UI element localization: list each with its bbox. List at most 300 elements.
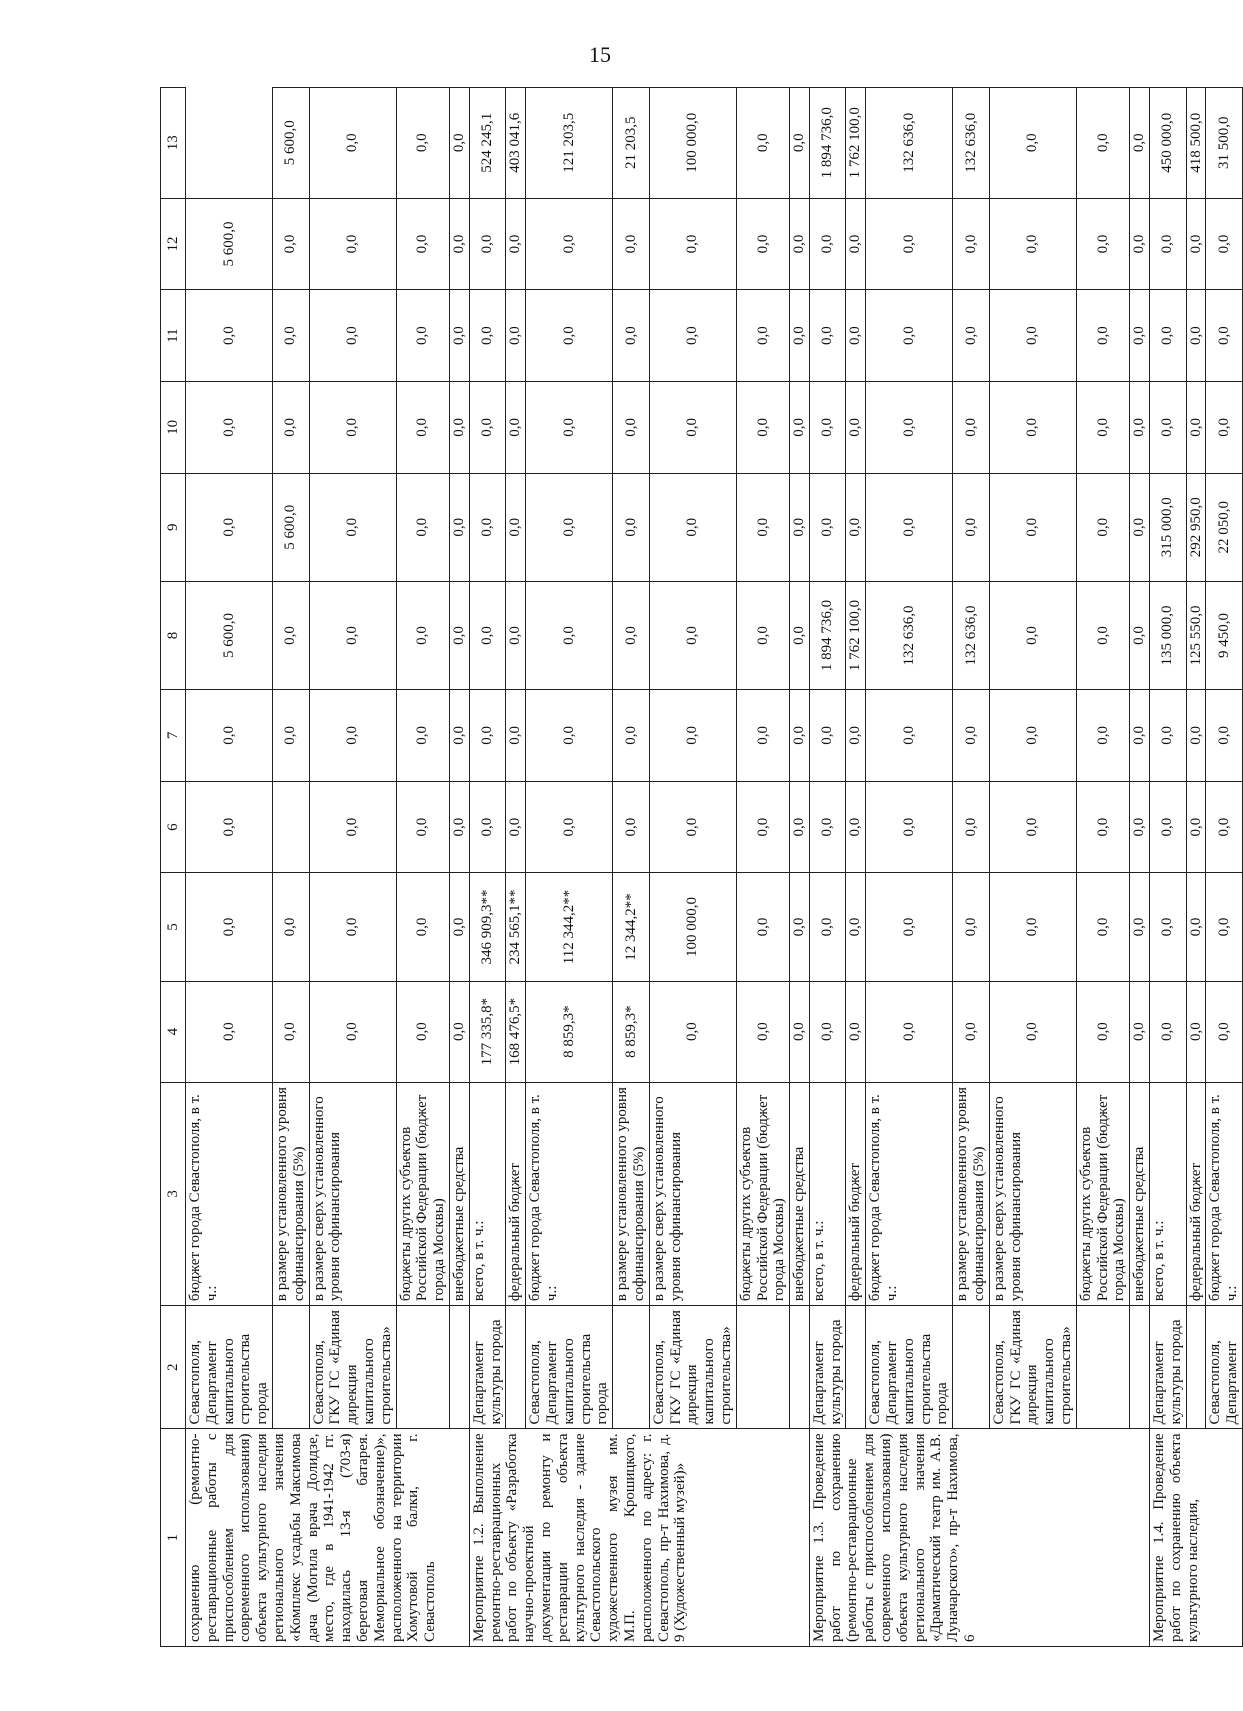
funding-source-cell: в размере установленного уровня софинансирования (5%) — [272, 1082, 309, 1305]
value-cell: 0,0 — [469, 690, 506, 782]
value-cell: 315 000,0 — [1150, 473, 1187, 581]
value-cell: 0,0 — [736, 690, 789, 782]
value-cell: 0,0 — [649, 781, 736, 873]
funding-source-cell: федеральный бюджет — [506, 1082, 526, 1305]
value-cell: 125 550,0 — [1186, 581, 1206, 689]
value-cell: 0,0 — [866, 290, 953, 382]
value-cell: 0,0 — [649, 290, 736, 382]
value-cell: 0,0 — [526, 581, 613, 689]
value-cell: 0,0 — [1130, 873, 1150, 981]
value-cell: 0,0 — [613, 690, 650, 782]
value-cell: 0,0 — [790, 690, 810, 782]
value-cell: 0,0 — [1130, 88, 1150, 199]
value-cell: 0,0 — [1130, 581, 1150, 689]
table-row — [846, 88, 866, 1647]
executor-cell: Севастополя, Департамент капитального строительства города — [866, 1306, 953, 1429]
column-header: 8 — [161, 581, 186, 689]
value-cell: 0,0 — [866, 981, 953, 1082]
value-cell: 0,0 — [449, 382, 469, 474]
value-cell: 0,0 — [1206, 198, 1243, 290]
table-row — [186, 88, 273, 1647]
column-header: 4 — [161, 981, 186, 1082]
value-cell: 0,0 — [186, 382, 273, 474]
value-cell: 0,0 — [1130, 781, 1150, 873]
funding-source-cell: внебюджетные средства — [790, 1082, 810, 1305]
table-row — [506, 88, 526, 1647]
value-cell: 100 000,0 — [649, 88, 736, 199]
value-cell: 0,0 — [1186, 290, 1206, 382]
funding-source-cell: федеральный бюджет — [1186, 1082, 1206, 1305]
value-cell: 0,0 — [649, 581, 736, 689]
value-cell: 0,0 — [866, 690, 953, 782]
value-cell: 0,0 — [1186, 690, 1206, 782]
value-cell: 0,0 — [1130, 690, 1150, 782]
value-cell: 0,0 — [846, 473, 866, 581]
value-cell: 0,0 — [449, 290, 469, 382]
executor-cell — [1186, 1306, 1206, 1429]
value-cell: 0,0 — [1206, 873, 1243, 981]
table-row — [649, 88, 736, 1647]
value-cell: 418 500,0 — [1186, 88, 1206, 199]
value-cell: 0,0 — [866, 473, 953, 581]
funding-table — [160, 87, 1243, 1647]
column-header: 2 — [161, 1306, 186, 1429]
executor-cell: Севастополя, ГКУ ГС «Единая дирекция капитального строительства» — [309, 1306, 396, 1429]
executor-cell: Департамент культуры города — [469, 1306, 506, 1429]
value-cell: 450 000,0 — [1150, 88, 1187, 199]
value-cell: 0,0 — [309, 382, 396, 474]
value-cell: 0,0 — [1076, 290, 1129, 382]
value-cell: 0,0 — [736, 290, 789, 382]
value-cell: 0,0 — [989, 88, 1076, 199]
value-cell: 0,0 — [953, 290, 990, 382]
value-cell: 0,0 — [469, 473, 506, 581]
value-cell: 0,0 — [989, 690, 1076, 782]
funding-source-cell: федеральный бюджет — [846, 1082, 866, 1305]
value-cell: 0,0 — [649, 198, 736, 290]
event-description: Мероприятие 1.3. Проведение работ по сохранению (ремонтно-реставрационные работы с приспособлением для современного использования) объекта культурного наследия регионального значения «Драматический театр им. А.В. Луначарского», пр-т Нахимова, 6 — [809, 1429, 1149, 1647]
table-row — [272, 88, 309, 1647]
value-cell: 0,0 — [790, 88, 810, 199]
table-row — [1130, 88, 1150, 1647]
value-cell: 0,0 — [272, 198, 309, 290]
value-cell: 0,0 — [526, 198, 613, 290]
value-cell: 0,0 — [736, 873, 789, 981]
value-cell: 0,0 — [790, 781, 810, 873]
value-cell: 0,0 — [309, 88, 396, 199]
executor-cell — [953, 1306, 990, 1429]
value-cell: 0,0 — [1130, 198, 1150, 290]
value-cell: 0,0 — [790, 473, 810, 581]
value-cell: 5 600,0 — [272, 473, 309, 581]
value-cell: 0,0 — [736, 581, 789, 689]
value-cell: 0,0 — [989, 781, 1076, 873]
value-cell: 0,0 — [649, 382, 736, 474]
value-cell: 0,0 — [809, 873, 846, 981]
column-header: 12 — [161, 198, 186, 290]
value-cell: 0,0 — [1206, 690, 1243, 782]
value-cell: 0,0 — [1186, 382, 1206, 474]
value-cell: 0,0 — [846, 873, 866, 981]
table-row — [989, 88, 1076, 1647]
column-header: 9 — [161, 473, 186, 581]
value-cell: 0,0 — [449, 198, 469, 290]
value-cell: 0,0 — [989, 473, 1076, 581]
value-cell: 0,0 — [790, 198, 810, 290]
value-cell: 0,0 — [953, 981, 990, 1082]
value-cell: 0,0 — [309, 781, 396, 873]
table-row — [309, 88, 396, 1647]
value-cell: 121 203,5 — [526, 88, 613, 199]
value-cell: 0,0 — [1076, 781, 1129, 873]
value-cell: 0,0 — [866, 873, 953, 981]
value-cell: 21 203,5 — [613, 88, 650, 199]
value-cell: 132 636,0 — [866, 88, 953, 199]
value-cell: 0,0 — [736, 198, 789, 290]
table-row — [736, 88, 789, 1647]
value-cell: 0,0 — [1186, 781, 1206, 873]
value-cell: 0,0 — [506, 290, 526, 382]
value-cell: 168 476,5* — [506, 981, 526, 1082]
value-cell: 0,0 — [790, 581, 810, 689]
value-cell: 0,0 — [506, 781, 526, 873]
column-header: 11 — [161, 290, 186, 382]
value-cell: 0,0 — [790, 290, 810, 382]
value-cell: 12 344,2** — [613, 873, 650, 981]
value-cell: 0,0 — [396, 581, 449, 689]
column-header: 6 — [161, 781, 186, 873]
value-cell: 0,0 — [186, 781, 273, 873]
executor-cell: Департамент культуры города — [1150, 1306, 1187, 1429]
value-cell: 0,0 — [526, 290, 613, 382]
value-cell: 0,0 — [186, 873, 273, 981]
value-cell: 0,0 — [613, 382, 650, 474]
value-cell: 234 565,1** — [506, 873, 526, 981]
executor-cell — [846, 1306, 866, 1429]
executor-cell: Севастополя, ГКУ ГС «Единая дирекция капитального строительства» — [649, 1306, 736, 1429]
value-cell: 0,0 — [1150, 981, 1187, 1082]
value-cell: 0,0 — [866, 382, 953, 474]
funding-source-cell: в размере сверх установленного уровня софинансирования — [309, 1082, 396, 1305]
value-cell: 0,0 — [989, 290, 1076, 382]
value-cell: 0,0 — [1206, 290, 1243, 382]
column-header: 7 — [161, 690, 186, 782]
value-cell: 0,0 — [506, 382, 526, 474]
value-cell: 0,0 — [469, 290, 506, 382]
value-cell: 0,0 — [989, 581, 1076, 689]
value-cell: 0,0 — [526, 690, 613, 782]
value-cell: 0,0 — [506, 198, 526, 290]
executor-cell — [613, 1306, 650, 1429]
executor-cell — [736, 1306, 789, 1429]
value-cell: 0,0 — [953, 690, 990, 782]
executor-cell — [790, 1306, 810, 1429]
value-cell: 0,0 — [449, 981, 469, 1082]
value-cell: 0,0 — [613, 290, 650, 382]
funding-source-cell: бюджеты других субъектов Российской Федерации (бюджет города Москвы) — [736, 1082, 789, 1305]
value-cell: 132 636,0 — [953, 581, 990, 689]
value-cell: 0,0 — [309, 473, 396, 581]
value-cell: 0,0 — [809, 981, 846, 1082]
value-cell: 100 000,0 — [649, 873, 736, 981]
value-cell: 0,0 — [1150, 198, 1187, 290]
value-cell: 403 041,6 — [506, 88, 526, 199]
value-cell: 0,0 — [1130, 473, 1150, 581]
value-cell: 0,0 — [449, 690, 469, 782]
value-cell: 0,0 — [1186, 198, 1206, 290]
table-row — [1186, 88, 1206, 1647]
value-cell: 0,0 — [846, 690, 866, 782]
funding-source-cell: всего, в т. ч.: — [469, 1082, 506, 1305]
value-cell: 0,0 — [469, 382, 506, 474]
executor-cell: Департамент культуры города — [809, 1306, 846, 1429]
executor-cell: Севастополя, Департамент капитального строительства города — [186, 1306, 273, 1429]
value-cell: 0,0 — [469, 581, 506, 689]
table-header-row — [161, 88, 186, 1647]
value-cell: 0,0 — [1076, 88, 1129, 199]
value-cell: 0,0 — [649, 981, 736, 1082]
value-cell: 0,0 — [506, 690, 526, 782]
table-row — [790, 88, 810, 1647]
page-number: 15 — [589, 42, 611, 67]
value-cell: 0,0 — [1150, 873, 1187, 981]
value-cell: 8 859,3* — [613, 981, 650, 1082]
column-header: 3 — [161, 1082, 186, 1305]
value-cell: 177 335,8* — [469, 981, 506, 1082]
value-cell: 135 000,0 — [1150, 581, 1187, 689]
table-row — [613, 88, 650, 1647]
value-cell: 0,0 — [396, 473, 449, 581]
value-cell: 0,0 — [186, 690, 273, 782]
value-cell: 0,0 — [506, 473, 526, 581]
funding-source-cell: всего, в т. ч.: — [809, 1082, 846, 1305]
value-cell: 0,0 — [449, 473, 469, 581]
funding-source-cell: всего, в т. ч.: — [1150, 1082, 1187, 1305]
value-cell: 0,0 — [846, 382, 866, 474]
value-cell: 0,0 — [396, 88, 449, 199]
value-cell: 0,0 — [272, 290, 309, 382]
table-row — [526, 88, 613, 1647]
value-cell: 0,0 — [449, 781, 469, 873]
value-cell: 0,0 — [396, 198, 449, 290]
value-cell: 1 894 736,0 — [809, 88, 846, 199]
value-cell: 0,0 — [1150, 781, 1187, 873]
value-cell: 0,0 — [989, 198, 1076, 290]
value-cell: 0,0 — [866, 198, 953, 290]
funding-source-cell: бюджеты других субъектов Российской Федерации (бюджет города Москвы) — [1076, 1082, 1129, 1305]
value-cell: 0,0 — [989, 382, 1076, 474]
value-cell: 0,0 — [613, 781, 650, 873]
table-row — [809, 88, 846, 1647]
funding-source-cell: в размере установленного уровня софинансирования (5%) — [953, 1082, 990, 1305]
value-cell: 0,0 — [272, 581, 309, 689]
value-cell: 0,0 — [469, 198, 506, 290]
table-row — [449, 88, 469, 1647]
funding-source-cell: в размере сверх установленного уровня софинансирования — [649, 1082, 736, 1305]
value-cell: 132 636,0 — [953, 88, 990, 199]
value-cell: 8 859,3* — [526, 981, 613, 1082]
executor-cell — [1076, 1306, 1129, 1429]
event-description: сохранению (ремонтно-реставрационные работы с приспособлением для современного использования) объекта культурного наследия регионального значения «Комплекс усадьбы Максимова дача (Могила врача Долидзе, место, где в 1941-1942 гг. находилась 13-я (703-я) береговая батарея. Мемориальное обозначение)», расположенного на территории Хомутовой балки, г. Севастополь — [186, 1429, 470, 1647]
value-cell: 0,0 — [396, 781, 449, 873]
value-cell: 0,0 — [989, 873, 1076, 981]
value-cell: 0,0 — [736, 981, 789, 1082]
value-cell: 0,0 — [649, 473, 736, 581]
executor-cell — [1130, 1306, 1150, 1429]
value-cell: 0,0 — [736, 382, 789, 474]
value-cell: 0,0 — [309, 198, 396, 290]
event-description: Мероприятие 1.2. Выполнение ремонтно-реставрационных работ по объекту «Разработка научно-проектной документации по ремонту и реставрации объекта культурного наследия - здание Севастопольского художественного музея им. М.П. Крошицкого, расположенного по адресу: г. Севастополь, пр-т Нахимова, д. 9 (Художественный музей)» — [469, 1429, 809, 1647]
value-cell: 0,0 — [846, 981, 866, 1082]
executor-cell — [506, 1306, 526, 1429]
executor-cell — [449, 1306, 469, 1429]
value-cell: 292 950,0 — [1186, 473, 1206, 581]
funding-source-cell: бюджет города Севастополя, в т. ч.: — [526, 1082, 613, 1305]
funding-source-cell: бюджет города Севастополя, в т. ч.: — [1206, 1082, 1243, 1305]
value-cell: 0,0 — [809, 781, 846, 873]
value-cell: 0,0 — [449, 581, 469, 689]
value-cell: 0,0 — [396, 690, 449, 782]
value-cell: 0,0 — [1130, 981, 1150, 1082]
value-cell: 346 909,3** — [469, 873, 506, 981]
value-cell: 0,0 — [309, 873, 396, 981]
value-cell: 0,0 — [809, 473, 846, 581]
value-cell: 0,0 — [790, 382, 810, 474]
value-cell: 5 600,0 — [186, 198, 273, 290]
value-cell: 0,0 — [396, 382, 449, 474]
value-cell: 0,0 — [309, 581, 396, 689]
value-cell: 0,0 — [1186, 981, 1206, 1082]
value-cell: 0,0 — [953, 781, 990, 873]
value-cell: 0,0 — [506, 581, 526, 689]
rotated-table-sheet — [160, 87, 1241, 1647]
column-header: 5 — [161, 873, 186, 981]
value-cell: 0,0 — [1206, 981, 1243, 1082]
value-cell: 0,0 — [1150, 290, 1187, 382]
executor-cell: Севастополя, Департамент — [1206, 1306, 1243, 1429]
value-cell: 0,0 — [613, 473, 650, 581]
value-cell: 0,0 — [186, 290, 273, 382]
funding-source-cell: в размере сверх установленного уровня софинансирования — [989, 1082, 1076, 1305]
value-cell: 5 600,0 — [272, 88, 309, 199]
value-cell: 0,0 — [846, 290, 866, 382]
table-row — [953, 88, 990, 1647]
value-cell: 0,0 — [1076, 198, 1129, 290]
value-cell: 9 450,0 — [1206, 581, 1243, 689]
value-cell: 0,0 — [1206, 382, 1243, 474]
value-cell: 0,0 — [1206, 781, 1243, 873]
funding-source-cell: внебюджетные средства — [449, 1082, 469, 1305]
value-cell: 0,0 — [866, 781, 953, 873]
value-cell: 0,0 — [953, 873, 990, 981]
value-cell: 524 245,1 — [469, 88, 506, 199]
value-cell: 0,0 — [846, 198, 866, 290]
value-cell: 0,0 — [449, 88, 469, 199]
column-header: 1 — [161, 1429, 186, 1647]
table-row — [1206, 88, 1243, 1647]
value-cell: 0,0 — [526, 382, 613, 474]
value-cell: 1 894 736,0 — [809, 581, 846, 689]
value-cell: 0,0 — [1076, 382, 1129, 474]
value-cell: 0,0 — [1186, 873, 1206, 981]
column-header: 10 — [161, 382, 186, 474]
value-cell: 0,0 — [1076, 473, 1129, 581]
table-row — [396, 88, 449, 1647]
value-cell: 0,0 — [846, 781, 866, 873]
value-cell: 0,0 — [1150, 690, 1187, 782]
value-cell: 5 600,0 — [186, 581, 273, 689]
value-cell: 0,0 — [1076, 581, 1129, 689]
value-cell: 0,0 — [309, 690, 396, 782]
value-cell: 0,0 — [272, 873, 309, 981]
value-cell: 0,0 — [809, 690, 846, 782]
executor-cell — [272, 1306, 309, 1429]
table-row — [1076, 88, 1129, 1647]
value-cell: 0,0 — [1076, 981, 1129, 1082]
value-cell: 0,0 — [449, 873, 469, 981]
value-cell: 0,0 — [272, 690, 309, 782]
value-cell: 0,0 — [1076, 690, 1129, 782]
funding-source-cell: бюджет города Севастополя, в т. ч.: — [866, 1082, 953, 1305]
value-cell: 0,0 — [396, 873, 449, 981]
value-cell: 0,0 — [526, 473, 613, 581]
executor-cell: Севастополя, Департамент капитального строительства города — [526, 1306, 613, 1429]
value-cell: 0,0 — [613, 581, 650, 689]
value-cell: 1 762 100,0 — [846, 88, 866, 199]
table-row — [469, 88, 506, 1647]
event-description: Мероприятие 1.4. Проведение работ по сохранению объекта культурного наследия, — [1150, 1429, 1243, 1647]
value-cell: 31 500,0 — [1206, 88, 1243, 199]
value-cell: 0,0 — [272, 981, 309, 1082]
value-cell: 0,0 — [526, 781, 613, 873]
executor-cell: Севастополя, ГКУ ГС «Единая дирекция капитального строительства» — [989, 1306, 1076, 1429]
table-body — [186, 88, 1243, 1647]
funding-source-cell: внебюджетные средства — [1130, 1082, 1150, 1305]
value-cell: 0,0 — [186, 473, 273, 581]
value-cell: 0,0 — [809, 198, 846, 290]
value-cell: 0,0 — [736, 473, 789, 581]
value-cell: 132 636,0 — [866, 581, 953, 689]
table-row — [1150, 88, 1187, 1647]
value-cell: 0,0 — [309, 290, 396, 382]
funding-source-cell: бюджеты других субъектов Российской Федерации (бюджет города Москвы) — [396, 1082, 449, 1305]
funding-source-cell: бюджет города Севастополя, в т. ч.: — [186, 1082, 273, 1305]
value-cell: 0,0 — [790, 873, 810, 981]
value-cell: 0,0 — [469, 781, 506, 873]
value-cell: 0,0 — [396, 981, 449, 1082]
value-cell: 0,0 — [649, 690, 736, 782]
value-cell: 0,0 — [809, 290, 846, 382]
value-cell: 0,0 — [1076, 873, 1129, 981]
value-cell: 0,0 — [1130, 290, 1150, 382]
table-row — [866, 88, 953, 1647]
value-cell: 0,0 — [1150, 382, 1187, 474]
executor-cell — [396, 1306, 449, 1429]
value-cell: 1 762 100,0 — [846, 581, 866, 689]
value-cell: 0,0 — [953, 198, 990, 290]
value-cell: 0,0 — [736, 88, 789, 199]
value-cell: 0,0 — [736, 781, 789, 873]
value-cell: 0,0 — [953, 382, 990, 474]
value-cell: 0,0 — [613, 198, 650, 290]
value-cell — [272, 781, 309, 873]
value-cell: 0,0 — [809, 382, 846, 474]
value-cell: 0,0 — [1130, 382, 1150, 474]
column-header: 13 — [161, 88, 186, 199]
value-cell: 0,0 — [272, 382, 309, 474]
value-cell: 0,0 — [953, 473, 990, 581]
value-cell: 0,0 — [396, 290, 449, 382]
